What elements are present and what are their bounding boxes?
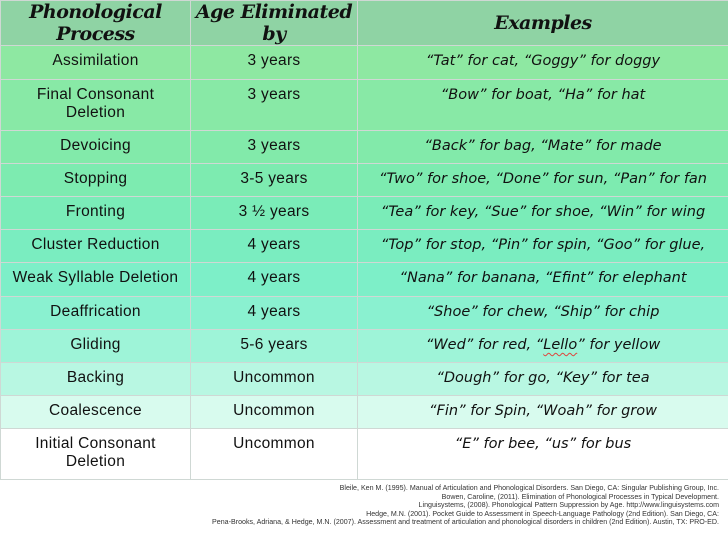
- example-cell: “Nana” for banana, “Efint” for elephant: [358, 263, 728, 297]
- table-row: [1, 80, 728, 131]
- header-examples: Examples: [358, 1, 728, 46]
- process-cell: Stopping: [1, 164, 191, 197]
- reference-line: Bowen, Caroline, (2011). Elimination of Phonological Processes in Typical Development.: [441, 492, 719, 501]
- process-cell: Gliding: [1, 330, 191, 363]
- table-row: [1, 263, 728, 297]
- age-cell: 4 years: [191, 230, 358, 263]
- age-cell: 4 years: [191, 263, 358, 297]
- example-cell: “Back” for bag, “Mate” for made: [358, 131, 728, 164]
- table-row: [1, 330, 728, 363]
- example-cell: “Shoe” for chew, “Ship” for chip: [358, 297, 728, 330]
- process-cell: Deaffrication: [1, 297, 191, 330]
- age-cell: 3 years: [191, 131, 358, 164]
- example-cell: “Tea” for key, “Sue” for shoe, “Win” for wing: [358, 197, 728, 230]
- process-cell: Assimilation: [1, 46, 191, 80]
- age-cell: 3 ½ years: [191, 197, 358, 230]
- table-row: [1, 131, 728, 164]
- process-cell: Fronting: [1, 197, 191, 230]
- reference-line: Pena-Brooks, Adriana, & Hedge, M.N. (2007). Assessment and treatment of articulation and phonological disorders in children (2nd Edition). Austin, TX: PRO-ED.: [212, 518, 719, 527]
- table-row: [1, 429, 728, 480]
- header-age: Age Eliminated by: [191, 1, 358, 46]
- process-cell: Cluster Reduction: [1, 230, 191, 263]
- example-cell: “Fin” for Spin, “Woah” for grow: [358, 396, 728, 429]
- reference-line: Hedge, M.N. (2001). Pocket Guide to Assessment in Speech-Language Pathology (2nd Edition). San Diego, CA:: [366, 509, 719, 518]
- table-row: [1, 297, 728, 330]
- example-cell: “E” for bee, “us” for bus: [358, 429, 728, 480]
- example-cell: “Tat” for cat, “Goggy” for doggy: [358, 46, 728, 80]
- header-row: [1, 1, 728, 46]
- table-row: [1, 46, 728, 80]
- example-cell: “Dough” for go, “Key” for tea: [358, 363, 728, 396]
- example-cell: “Wed” for red, “Lello” for yellow: [358, 330, 728, 363]
- references: [212, 484, 719, 527]
- table-row: [1, 197, 728, 230]
- header-process: Phonological Process: [1, 1, 191, 46]
- age-cell: 3 years: [191, 46, 358, 80]
- process-cell: Weak Syllable Deletion: [1, 263, 191, 297]
- table-row: [1, 363, 728, 396]
- age-cell: 5-6 years: [191, 330, 358, 363]
- process-cell: Final Consonant Deletion: [1, 80, 191, 131]
- table-row: [1, 164, 728, 197]
- process-cell: Coalescence: [1, 396, 191, 429]
- age-cell: Uncommon: [191, 363, 358, 396]
- example-cell: “Top” for stop, “Pin” for spin, “Goo” for glue,: [358, 230, 728, 263]
- table-row: [1, 396, 728, 429]
- reference-line: Bleile, Ken M. (1995). Manual of Articulation and Phonological Disorders. San Diego, CA: Singular Publishing Group, Inc.: [339, 484, 719, 492]
- example-cell: “Two” for shoe, “Done” for sun, “Pan” for fan: [358, 164, 728, 197]
- age-cell: Uncommon: [191, 429, 358, 480]
- reference-line: Linguisystems, (2008). Phonological Pattern Suppression by Age. http://www.linguisystems.com: [418, 501, 719, 510]
- process-cell: Initial Consonant Deletion: [1, 429, 191, 480]
- age-cell: 4 years: [191, 297, 358, 330]
- spellcheck-underline: Lello: [543, 337, 578, 353]
- age-cell: 3-5 years: [191, 164, 358, 197]
- process-cell: Backing: [1, 363, 191, 396]
- table-row: [1, 230, 728, 263]
- age-cell: Uncommon: [191, 396, 358, 429]
- age-cell: 3 years: [191, 80, 358, 131]
- process-cell: Devoicing: [1, 131, 191, 164]
- example-cell: “Bow” for boat, “Ha” for hat: [358, 80, 728, 131]
- table-body: [1, 46, 728, 480]
